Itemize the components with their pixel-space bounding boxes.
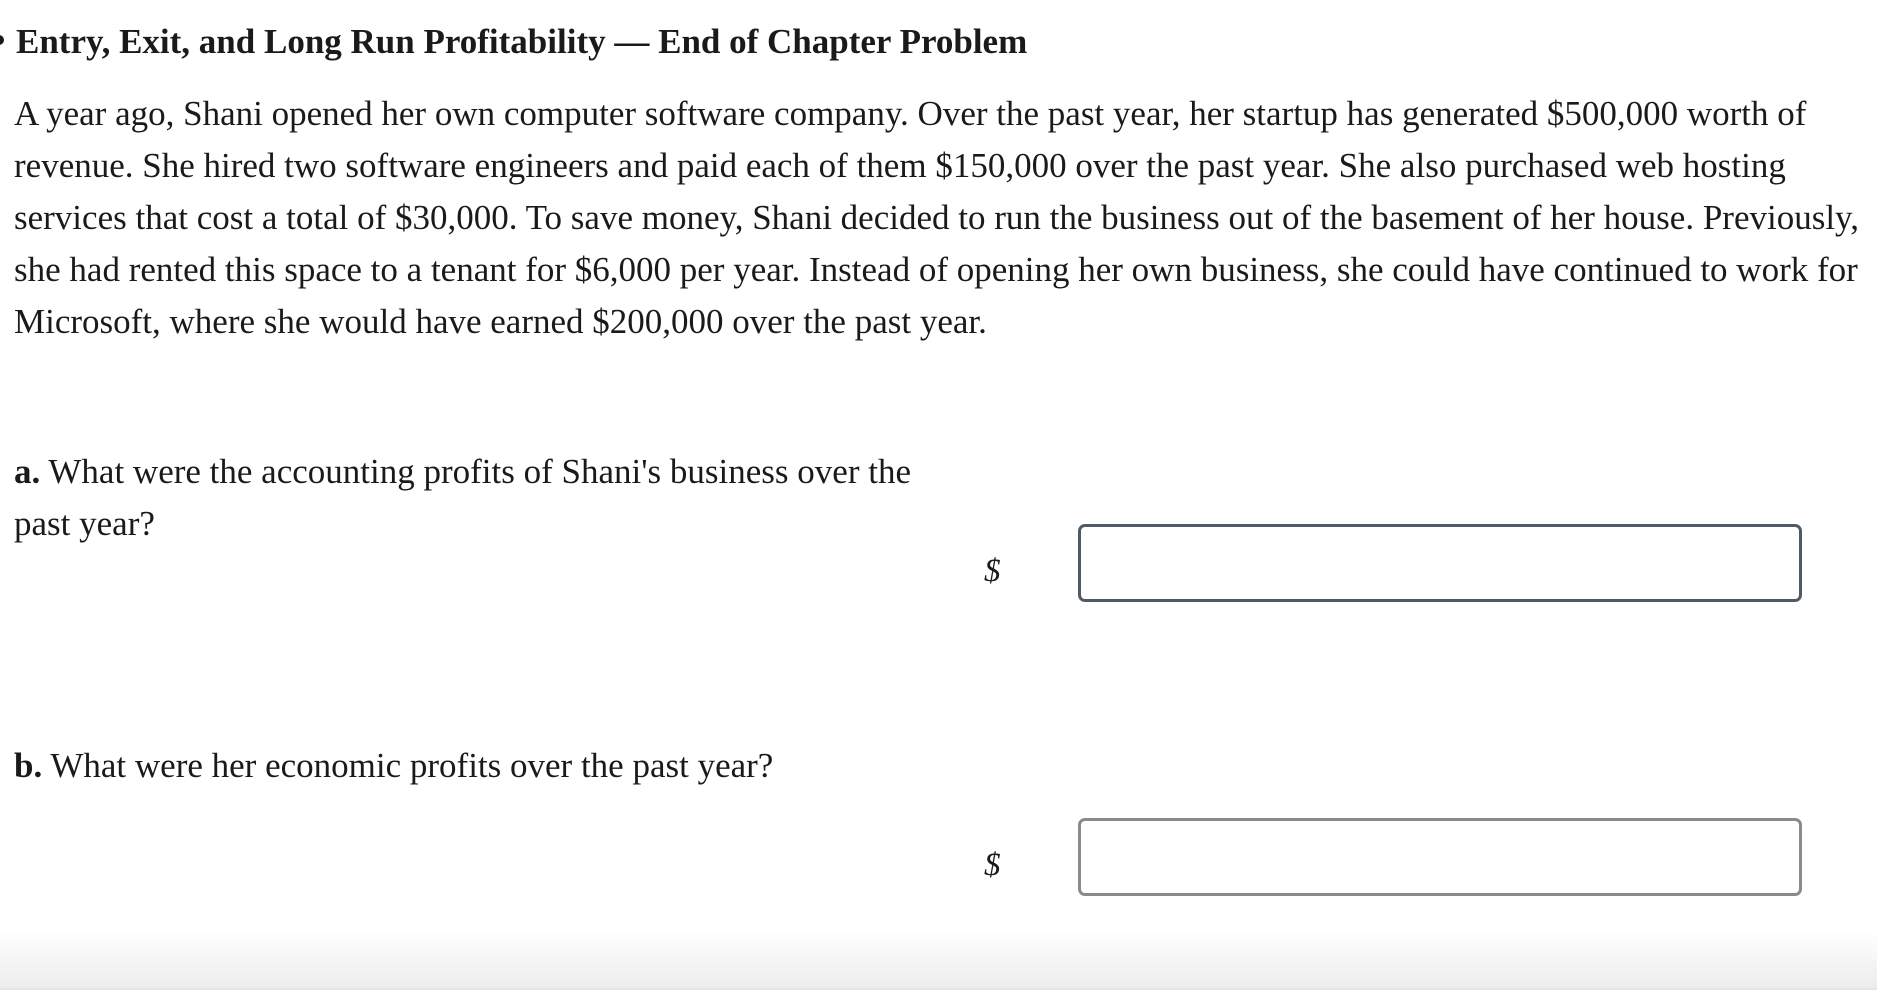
question-a: [14, 446, 914, 550]
question-b-text: What were her economic profits over the past year?: [50, 746, 774, 785]
answer-b-input[interactable]: [1078, 818, 1802, 896]
bottom-shadow: [0, 930, 1877, 990]
answer-a-input[interactable]: [1078, 524, 1802, 602]
question-b: [14, 740, 914, 792]
question-a-text: What were the accounting profits of Shani's business over the past year?: [14, 452, 911, 543]
currency-symbol-b: $: [984, 847, 1001, 883]
currency-symbol-a: $: [984, 553, 1001, 589]
problem-title: Entry, Exit, and Long Run Profitability — End of Chapter Problem: [16, 22, 1028, 61]
question-a-letter: a.: [14, 452, 41, 491]
bullet-marker: [0, 35, 4, 45]
question-b-letter: b.: [14, 746, 43, 785]
problem-intro: A year ago, Shani opened her own computer software company. Over the past year, her startup has generated $500,000 worth of revenue. She hired two software engineers and paid each of them $150,000 over the past year. She also purchased web hosting services that cost a total of $30,000. To save money, Shani decided to run the business out of the basement of her house. Previously, she had rented this space to a tenant for $6,000 per year. Instead of opening her own business, she could have continued to work for Microsoft, where she would have earned $200,000 over the past year.: [14, 94, 1860, 341]
